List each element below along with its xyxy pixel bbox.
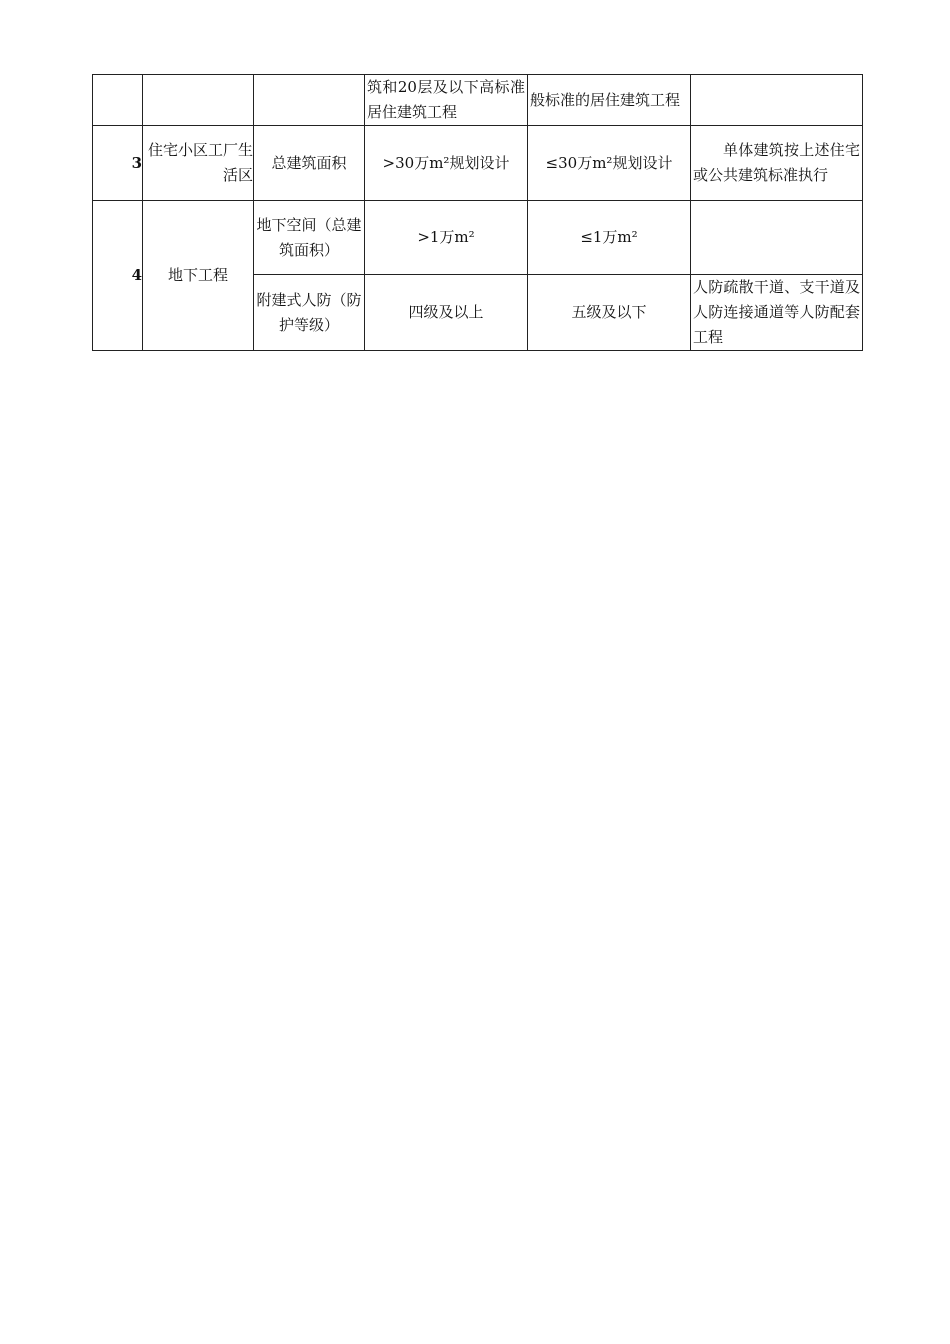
cell-class-a: >1万m² [365,201,528,275]
cell-class-b: ≤1万m² [528,201,691,275]
cell-num [93,75,143,126]
cell-remark [691,75,863,126]
cell-area [143,75,254,126]
cell-remark: 单体建筑按上述住宅或公共建筑标准执行 [691,126,863,201]
cell-num: 3 [93,126,143,201]
cell-class-a: 筑和20层及以下高标准居住建筑工程 [365,75,528,126]
cell-num: 4 [93,201,143,351]
cell-indicator: 总建筑面积 [254,126,365,201]
cell-area: 地下工程 [143,201,254,351]
cell-indicator: 附建式人防（防护等级） [254,275,365,351]
cell-class-b: 五级及以下 [528,275,691,351]
cell-class-a: 四级及以上 [365,275,528,351]
cell-class-b: ≤30万m²规划设计 [528,126,691,201]
cell-area: 住宅小区工厂生活区 [143,126,254,201]
cell-class-b: 般标准的居住建筑工程 [528,75,691,126]
cell-indicator [254,75,365,126]
table-row-4-a [93,201,863,275]
table-row-continued [93,75,863,126]
engineering-classification-table [92,74,863,351]
cell-remark: 人防疏散干道、支干道及人防连接通道等人防配套工程 [691,275,863,351]
cell-indicator: 地下空间（总建筑面积） [254,201,365,275]
table-row-3 [93,126,863,201]
cell-class-a: >30万m²规划设计 [365,126,528,201]
cell-remark [691,201,863,275]
